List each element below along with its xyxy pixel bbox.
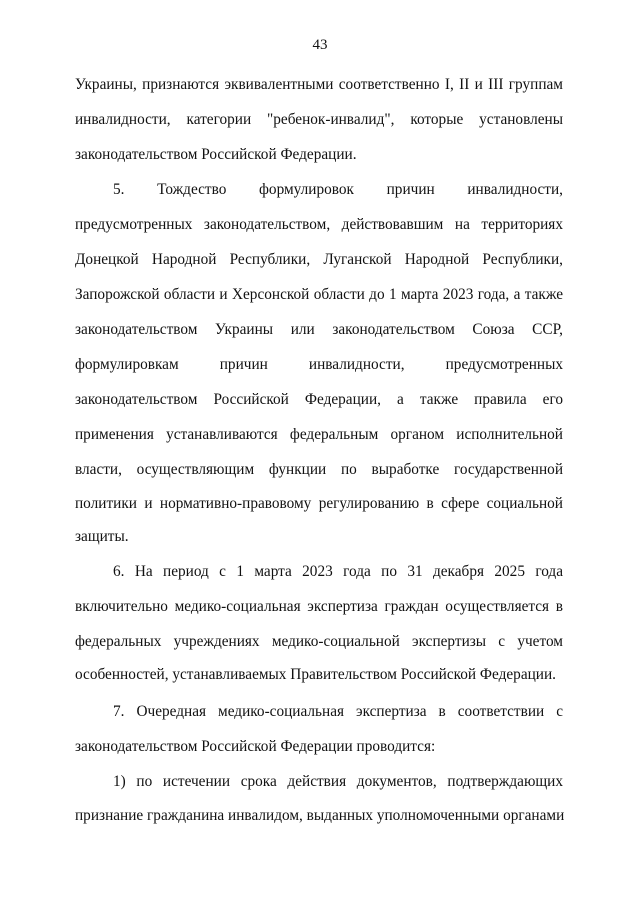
text-line: защиты.	[75, 528, 129, 545]
text-line: включительно медико-социальная экспертиза граждан осуществляется в	[75, 598, 563, 615]
text-line: федеральных учреждениях медико-социальной экспертизы с учетом	[75, 633, 563, 650]
text-line: власти, осуществляющим функции по выработке государственной	[75, 461, 563, 478]
text-line: законодательством Российской Федерации проводится:	[75, 738, 436, 755]
text-line: законодательством Украины или законодательством Союза ССР,	[75, 321, 563, 338]
text-line: Донецкой Народной Республики, Луганской Народной Республики,	[75, 251, 563, 268]
text-line: формулировкам причин инвалидности, предусмотренных	[75, 356, 563, 373]
text-line: законодательством Российской Федерации.	[75, 146, 357, 163]
text-line: Запорожской области и Херсонской области до 1 марта 2023 года, а также	[75, 286, 563, 303]
text-line: признание гражданина инвалидом, выданных уполномоченными органами	[75, 807, 565, 824]
text-line: 5. Тождество формулировок причин инвалидности,	[113, 181, 563, 198]
text-line: 1) по истечении срока действия документов, подтверждающих	[113, 773, 563, 790]
text-line: 6. На период с 1 марта 2023 года по 31 декабря 2025 года	[113, 563, 563, 580]
text-line: особенностей, устанавливаемых Правительством Российской Федерации.	[75, 666, 556, 683]
text-line: политики и нормативно-правовому регулированию в сфере социальной	[75, 495, 563, 512]
text-line: инвалидности, категории "ребенок-инвалид", которые установлены	[75, 111, 563, 128]
page-number: 43	[312, 37, 328, 53]
text-line: применения устанавливаются федеральным органом исполнительной	[75, 426, 563, 443]
text-line: Украины, признаются эквивалентными соответственно I, II и III группам	[75, 76, 563, 93]
text-line: предусмотренных законодательством, действовавшим на территориях	[75, 216, 563, 233]
text-line: законодательством Российской Федерации, а также правила его	[75, 391, 563, 408]
text-line: 7. Очередная медико-социальная экспертиза в соответствии с	[113, 703, 563, 720]
